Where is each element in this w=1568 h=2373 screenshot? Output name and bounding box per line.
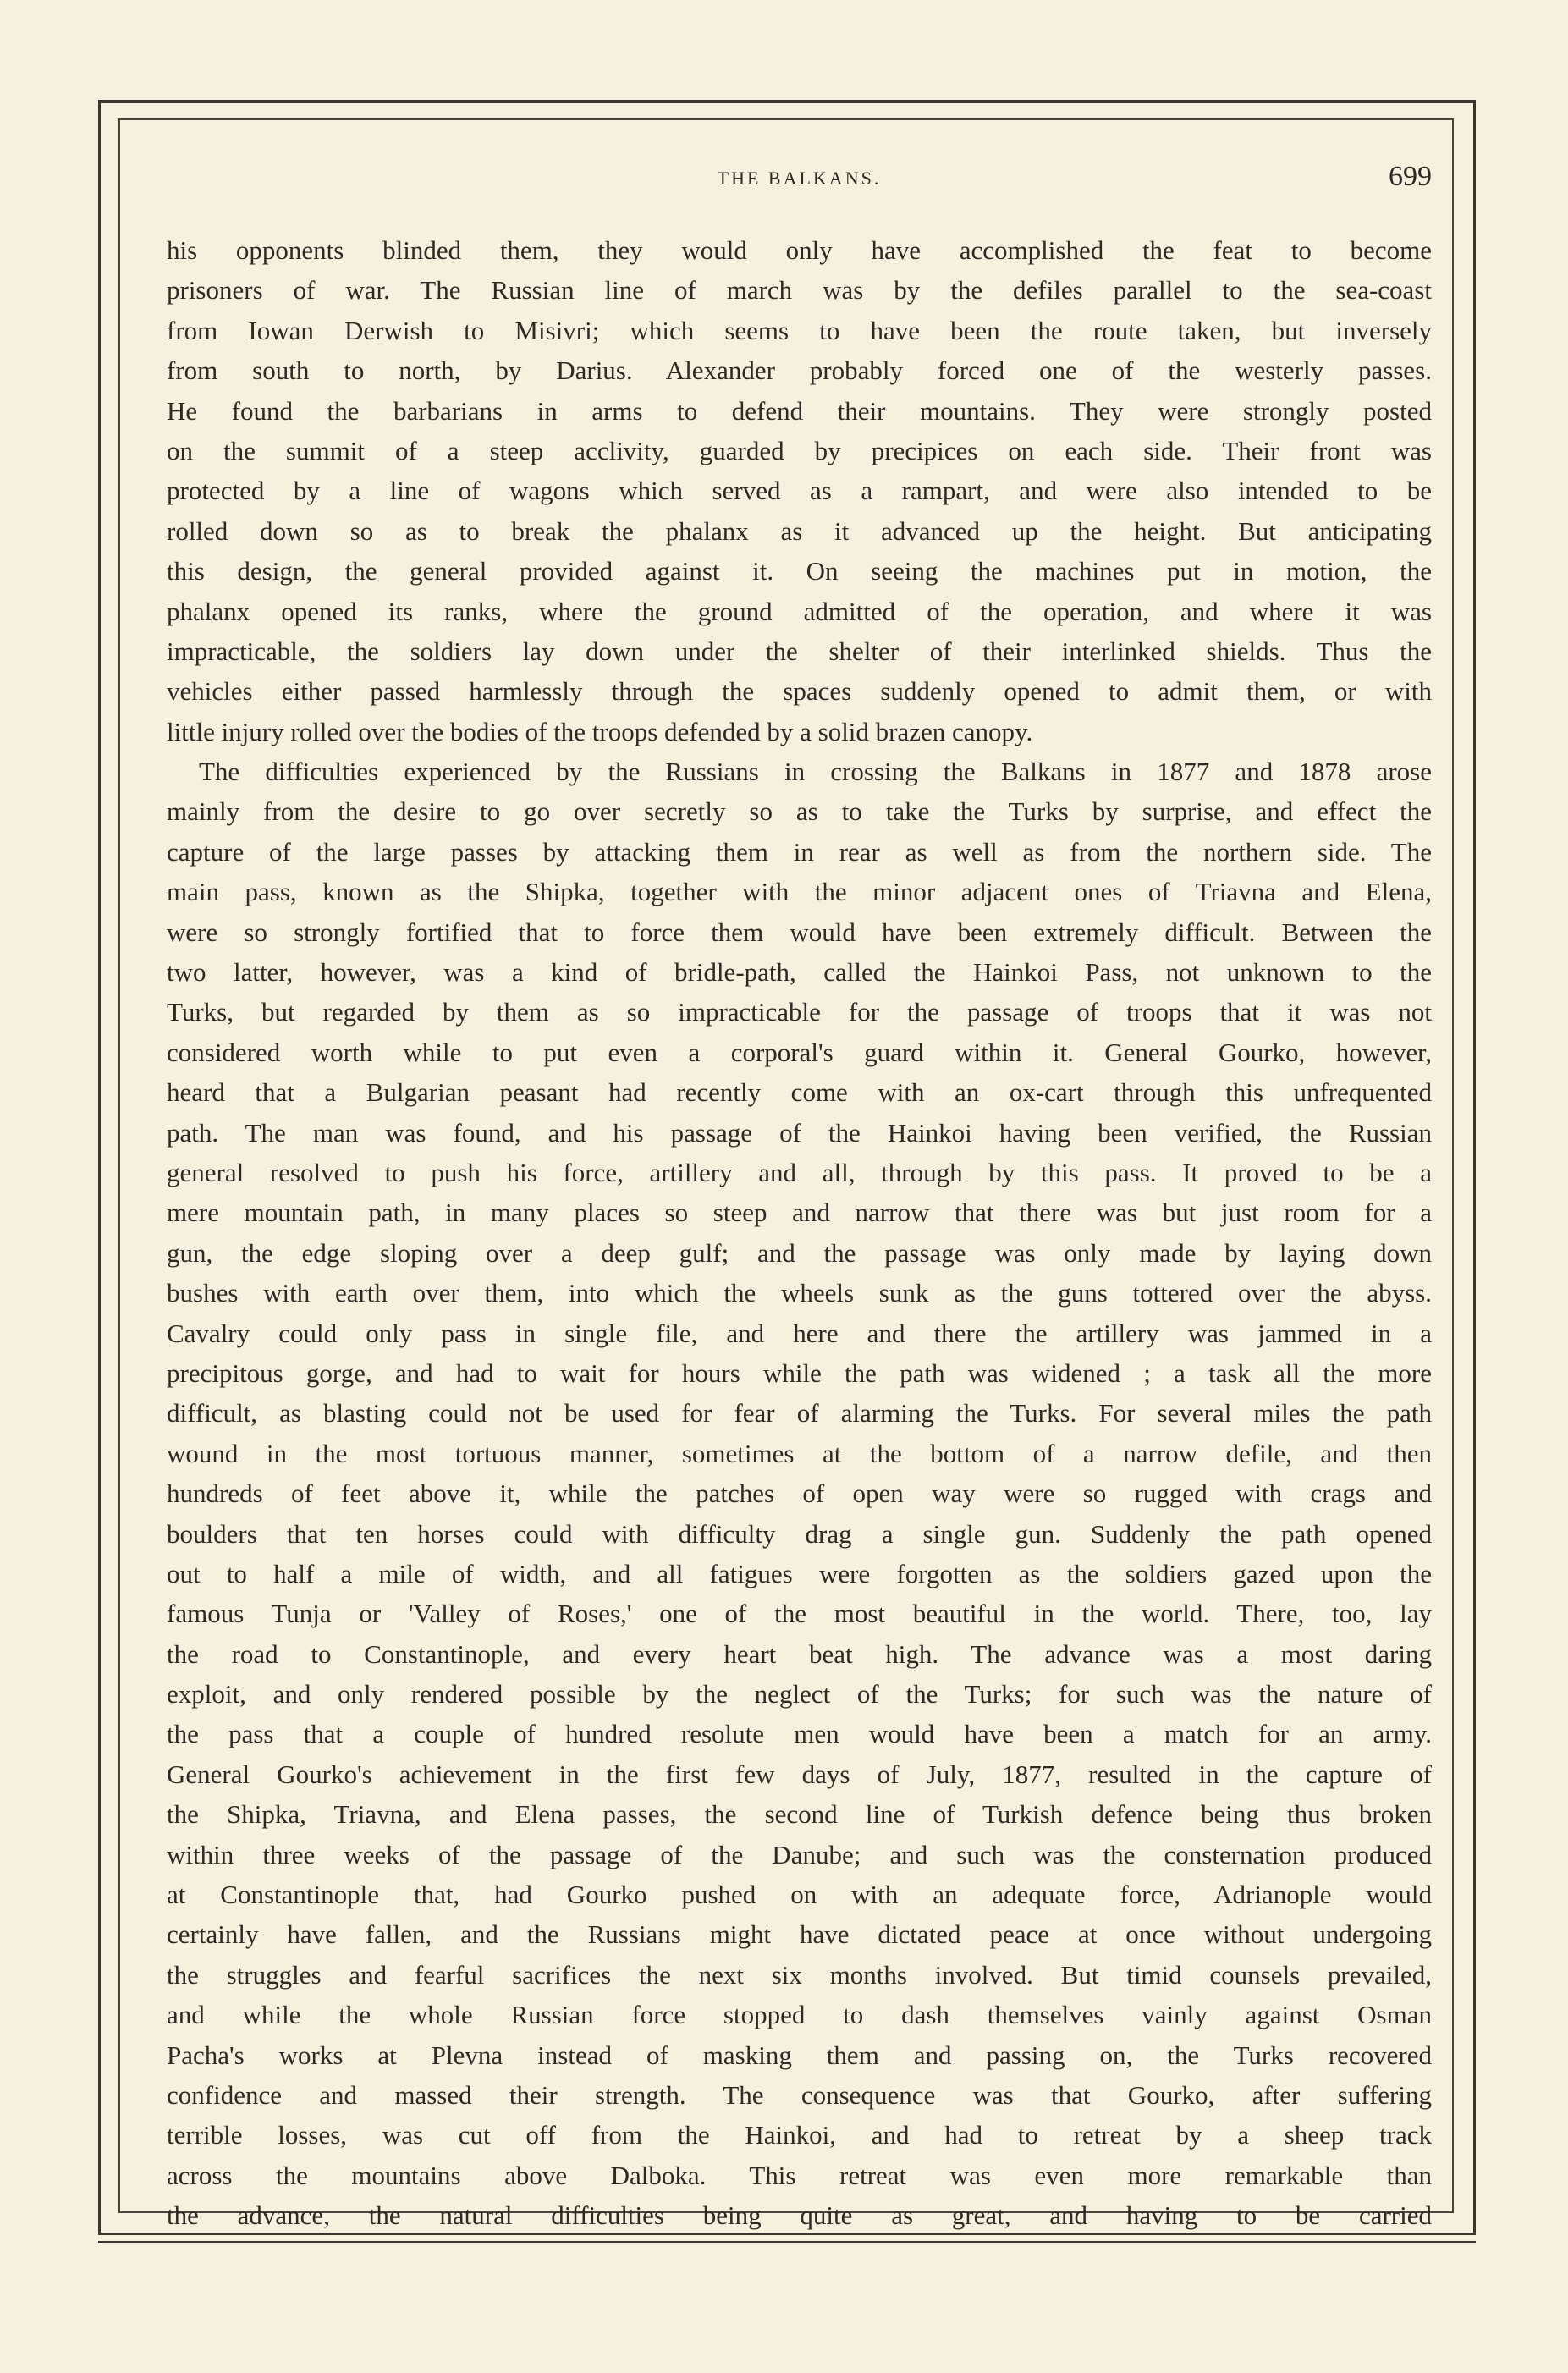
running-head bbox=[167, 161, 1432, 201]
text-line: prisoners of war. The Russian line of march was by the defiles parallel to the sea-coast bbox=[167, 275, 1432, 306]
text-line: two latter, however, was a kind of bridle-path, called the Hainkoi Pass, not unknown to the bbox=[167, 957, 1432, 988]
text-line: considered worth while to put even a corporal's guard within it. General Gourko, however, bbox=[167, 1037, 1432, 1067]
text-line: main pass, known as the Shipka, together with the minor adjacent ones of Triavna and Elena, bbox=[167, 877, 1432, 907]
text-line: this design, the general provided against it. On seeing the machines put in motion, the bbox=[167, 556, 1432, 586]
text-line: impracticable, the soldiers lay down under the shelter of their interlinked shields. Thus the bbox=[167, 636, 1432, 666]
text-line: the Shipka, Triavna, and Elena passes, the second line of Turkish defence being thus broken bbox=[167, 1799, 1432, 1830]
text-line: at Constantinople that, had Gourko pushed on with an adequate force, Adrianople would bbox=[167, 1880, 1432, 1910]
text-line: from Iowan Derwish to Misivri; which seems to have been the route taken, but inversely bbox=[167, 315, 1432, 345]
body-text bbox=[167, 230, 1432, 2236]
text-line: gun, the edge sloping over a deep gulf; and the passage was only made by laying down bbox=[167, 1237, 1432, 1268]
text-line: general resolved to push his force, artillery and all, through by this pass. It proved to be a bbox=[167, 1157, 1432, 1187]
page-number: 699 bbox=[1389, 161, 1432, 192]
text-line: the road to Constantinople, and every heart beat high. The advance was a most daring bbox=[167, 1638, 1432, 1669]
text-line: within three weeks of the passage of the Danube; and such was the consternation produced bbox=[167, 1839, 1432, 1869]
text-line: capture of the large passes by attacking them in rear as well as from the northern side. The bbox=[167, 836, 1432, 867]
text-line: mere mountain path, in many places so steep and narrow that there was but just room for a bbox=[167, 1198, 1432, 1228]
text-line: across the mountains above Dalboka. This retreat was even more remarkable than bbox=[167, 2160, 1432, 2190]
text-line: hundreds of feet above it, while the patches of open way were so rugged with crags and bbox=[167, 1478, 1432, 1509]
text-line: He found the barbarians in arms to defend their mountains. They were strongly posted bbox=[167, 395, 1432, 426]
text-line: rolled down so as to break the phalanx as it advanced up the height. But anticipating bbox=[167, 515, 1432, 546]
text-line: Pacha's works at Plevna instead of masking them and passing on, the Turks recovered bbox=[167, 2040, 1432, 2070]
text-line: Cavalry could only pass in single file, and here and there the artillery was jammed in a bbox=[167, 1318, 1432, 1348]
text-line: wound in the most tortuous manner, sometimes at the bottom of a narrow defile, and then bbox=[167, 1438, 1432, 1468]
text-line: mainly from the desire to go over secretly so as to take the Turks by surprise, and effect the bbox=[167, 796, 1432, 827]
text-line: The difficulties experienced by the Russians in crossing the Balkans in 1877 and 1878 arose bbox=[199, 757, 1432, 787]
text-line: exploit, and only rendered possible by the neglect of the Turks; for such was the nature of bbox=[167, 1679, 1432, 1710]
text-line: his opponents blinded them, they would only have accomplished the feat to become bbox=[167, 235, 1432, 265]
text-line: boulders that ten horses could with difficulty drag a single gun. Suddenly the path opened bbox=[167, 1518, 1432, 1549]
text-line: Turks, but regarded by them as so impracticable for the passage of troops that it was not bbox=[167, 997, 1432, 1027]
text-line: phalanx opened its ranks, where the ground admitted of the operation, and where it was bbox=[167, 596, 1432, 626]
text-line: the struggles and fearful sacrifices the next six months involved. But timid counsels prevailed, bbox=[167, 1959, 1432, 1990]
running-title: THE BALKANS. bbox=[717, 168, 882, 189]
text-line: little injury rolled over the bodies of the troops defended by a solid brazen canopy. bbox=[167, 716, 1033, 746]
text-line: vehicles either passed harmlessly through the spaces suddenly opened to admit them, or with bbox=[167, 676, 1432, 707]
text-line: on the summit of a steep acclivity, guarded by precipices on each side. Their front was bbox=[167, 435, 1432, 465]
text-line: terrible losses, was cut off from the Hainkoi, and had to retreat by a sheep track bbox=[167, 2120, 1432, 2150]
bottom-rule bbox=[98, 2241, 1476, 2243]
text-line: difficult, as blasting could not be used for fear of alarming the Turks. For several miles the path bbox=[167, 1398, 1432, 1429]
text-line: path. The man was found, and his passage of the Hainkoi having been verified, the Russian bbox=[167, 1117, 1432, 1148]
text-line: were so strongly fortified that to force them would have been extremely difficult. Between the bbox=[167, 917, 1432, 947]
text-line: and while the whole Russian force stopped to dash themselves vainly against Osman bbox=[167, 2000, 1432, 2030]
text-line: from south to north, by Darius. Alexander probably forced one of the westerly passes. bbox=[167, 355, 1432, 386]
text-line: out to half a mile of width, and all fatigues were forgotten as the soldiers gazed upon the bbox=[167, 1558, 1432, 1588]
text-line: famous Tunja or 'Valley of Roses,' one of the most beautiful in the world. There, too, lay bbox=[167, 1599, 1432, 1629]
text-line: certainly have fallen, and the Russians might have dictated peace at once without undergoing bbox=[167, 1919, 1432, 1950]
text-line: the pass that a couple of hundred resolute men would have been a match for an army. bbox=[167, 1719, 1432, 1749]
text-line: the advance, the natural difficulties being quite as great, and having to be carried bbox=[167, 2200, 1432, 2231]
text-line: bushes with earth over them, into which the wheels sunk as the guns tottered over the abyss. bbox=[167, 1278, 1432, 1308]
text-line: confidence and massed their strength. The consequence was that Gourko, after suffering bbox=[167, 2079, 1432, 2110]
text-line: General Gourko's achievement in the first few days of July, 1877, resulted in the capture of bbox=[167, 1759, 1432, 1789]
text-line: heard that a Bulgarian peasant had recently come with an ox-cart through this unfrequented bbox=[167, 1077, 1432, 1108]
text-line: precipitous gorge, and had to wait for hours while the path was widened ; a task all the more bbox=[167, 1357, 1432, 1388]
text-line: protected by a line of wagons which served as a rampart, and were also intended to be bbox=[167, 476, 1432, 506]
